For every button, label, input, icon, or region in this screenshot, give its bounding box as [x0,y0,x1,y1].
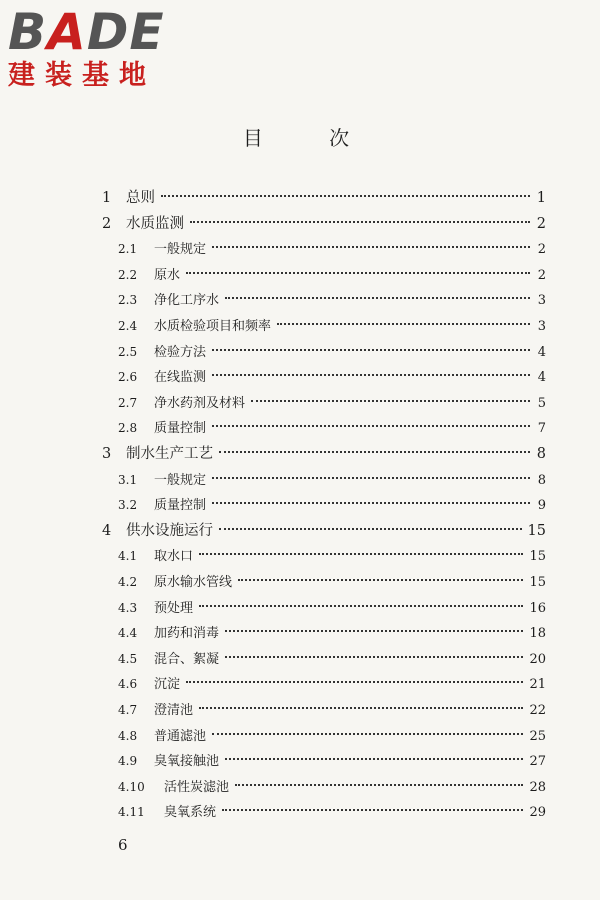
toc-entry-label: 在线监测 [154,370,207,386]
dot-leader [222,809,523,811]
toc-entry-label: 澄清池 [154,703,194,718]
toc-entry[interactable] [102,212,546,236]
toc-entry-label: 沉淀 [154,677,181,693]
dot-leader [212,246,530,248]
dot-leader [186,681,523,683]
toc-entry[interactable] [118,698,546,722]
toc-entry-number: 4.5 [118,651,138,666]
toc-entry-page: 2 [537,267,546,283]
toc-entry-number: 4.7 [118,703,138,717]
dot-leader [212,374,530,376]
toc-entry-number: 2.3 [118,293,138,308]
toc-entry[interactable] [118,468,546,492]
dot-leader [225,630,523,632]
toc-entry-page: 22 [529,703,546,718]
toc-entry-label: 供水设施运行 [126,522,213,539]
toc-entry[interactable] [118,647,546,671]
toc-entry-label: 臭氧系统 [164,805,217,821]
toc-entry-page: 7 [537,421,546,437]
toc-entry-label: 总则 [126,190,155,206]
toc-entry-label: 普通滤池 [154,728,207,744]
toc-entry-page: 2 [537,242,546,258]
page-number: 6 [118,836,128,854]
dot-leader [186,272,530,274]
toc-entry[interactable] [118,314,546,338]
toc-entry-number: 2 [102,215,112,232]
toc-entry-number: 3.1 [118,472,138,487]
toc-entry[interactable] [118,596,546,620]
toc-entry-label: 取水口 [154,549,194,565]
toc-entry-label: 净化工序水 [154,293,220,309]
toc-entry[interactable] [118,749,546,773]
toc-entry-label: 制水生产工艺 [126,446,213,462]
toc-entry-number: 4.10 [118,779,145,794]
toc-entry[interactable] [118,365,546,389]
toc-entry[interactable] [118,570,546,594]
toc-entry-page: 1 [536,190,546,206]
toc-entry-page: 3 [537,319,546,334]
toc-entry[interactable] [102,186,546,210]
brand-logo [8,3,165,92]
toc-entry[interactable] [118,391,546,415]
logo-wordmark: BADE [8,3,165,61]
toc-entry-label: 质量控制 [154,421,207,437]
toc-entry-label: 预处理 [154,600,194,616]
dot-leader [225,656,523,658]
toc-entry-page: 9 [537,498,546,514]
dot-leader [225,758,523,760]
toc-entry-number: 1 [102,190,112,206]
toc-entry-number: 4 [102,522,112,539]
toc-entry-number: 3 [102,446,112,462]
toc-entry-page: 4 [537,344,546,360]
toc-entry-page: 16 [529,600,546,616]
toc-entry-number: 2.2 [118,267,138,282]
toc-entry[interactable] [118,775,546,799]
toc-entry-label: 活性炭滤池 [164,779,230,795]
toc-entry[interactable] [102,519,546,543]
dot-leader [225,297,530,299]
toc-entry-label: 加药和消毒 [154,626,220,642]
logo-subtitle: 建装基地 [8,60,156,91]
toc-entry[interactable] [118,340,546,364]
toc-entry-page: 15 [527,522,546,539]
dot-leader [251,400,530,402]
dot-leader [199,605,523,607]
toc-entry[interactable] [118,800,546,824]
toc-entry-label: 水质检验项目和频率 [154,319,272,334]
toc-entry-page: 15 [529,549,546,565]
toc-entry-page: 29 [529,805,546,821]
toc-entry-number: 2.6 [118,370,138,385]
toc-entry-label: 净水药剂及材料 [154,395,246,411]
toc-entry-label: 水质监测 [126,215,184,232]
toc-entry-label: 一般规定 [154,472,207,488]
dot-leader [190,221,530,223]
dot-leader [212,733,523,735]
toc-entry-number: 4.1 [118,549,138,564]
toc-entry-number: 2.4 [118,319,138,333]
toc-entry-number: 3.2 [118,498,138,513]
toc-entry-number: 2.7 [118,395,138,410]
toc-entry-number: 2.8 [118,421,138,436]
toc-entry-number: 2.1 [118,242,138,257]
toc-entry-page: 28 [529,779,546,795]
toc-entry-label: 混合、絮凝 [154,651,220,667]
dot-leader [238,579,523,581]
dot-leader [161,195,530,197]
toc-entry-number: 4.9 [118,754,138,769]
toc-entry-number: 4.4 [118,626,138,641]
dot-leader [277,323,530,325]
toc-entry[interactable] [118,544,546,568]
toc-entry-number: 4.11 [118,805,145,820]
toc-entry[interactable] [118,416,546,440]
dot-leader [212,477,530,479]
toc-entry-label: 质量控制 [154,498,207,514]
dot-leader [235,784,523,786]
toc-entry[interactable] [118,724,546,748]
toc-entry-label: 原水 [154,267,181,283]
dot-leader [219,528,522,530]
toc-entry-page: 5 [537,395,546,411]
toc-entry[interactable] [118,237,546,261]
toc-entry-number: 4.8 [118,728,138,743]
dot-leader [212,425,530,427]
toc-entry-label: 检验方法 [154,344,207,360]
toc-entry-page: 15 [529,575,546,590]
dot-leader [212,349,530,351]
toc-entry-page: 18 [529,626,546,642]
dot-leader [219,451,530,453]
toc-entry-page: 3 [537,293,546,309]
toc-entry-page: 20 [529,651,546,667]
toc-entry[interactable] [118,493,546,517]
toc-entry-label: 原水输水管线 [154,575,233,590]
toc-entry[interactable] [118,288,546,312]
toc-entry-number: 4.2 [118,575,138,589]
toc-entry-page: 8 [537,472,546,488]
dot-leader [199,553,523,555]
toc-entry-page: 25 [529,728,546,744]
toc-entry[interactable] [118,263,546,287]
toc-entry[interactable] [118,672,546,696]
toc-entry-page: 2 [536,215,546,232]
dot-leader [212,502,530,504]
toc-entry-number: 4.3 [118,600,138,615]
dot-leader [199,707,523,709]
toc-entry[interactable] [118,621,546,645]
toc-entry-number: 4.6 [118,677,138,692]
toc-title: 目 次 [242,126,380,150]
toc-entry-page: 4 [537,370,546,386]
toc-entry-page: 8 [536,446,546,462]
toc-entry-label: 臭氧接触池 [154,754,220,770]
toc-entry-label: 一般规定 [154,242,207,258]
toc-entry[interactable] [102,442,546,466]
toc-entry-page: 21 [529,677,546,693]
toc-entry-page: 27 [529,754,546,770]
toc-entry-number: 2.5 [118,344,138,359]
